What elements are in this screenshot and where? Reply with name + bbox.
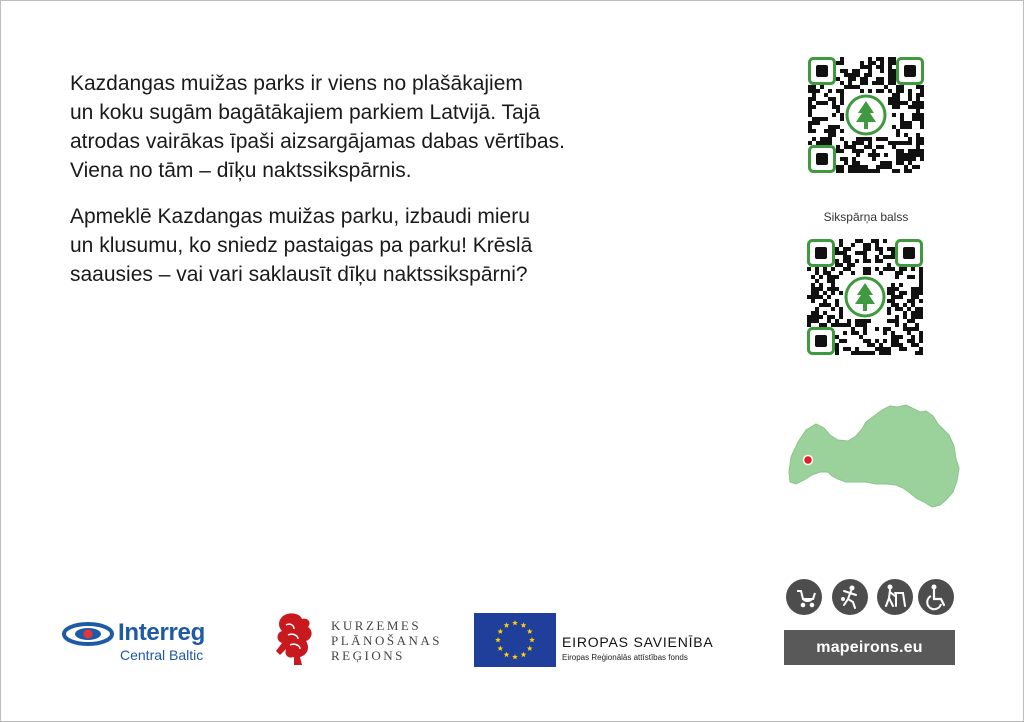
child-play-icon (832, 579, 868, 615)
wheelchair-icon (918, 579, 954, 615)
tree-icon (847, 96, 885, 134)
qr-finder-mark (897, 241, 922, 266)
kurzeme-line-3: REĢIONS (331, 648, 405, 663)
stroller-icon (786, 579, 822, 615)
eu-name: EIROPAS SAVIENĪBA (562, 634, 714, 650)
qr-finder-mark (810, 147, 835, 172)
eu-fund-name: Eiropas Reģionālās attīstības fonds (562, 653, 688, 662)
interreg-name: Interreg (118, 619, 205, 646)
eu-flag (474, 613, 556, 667)
latvia-map (786, 402, 962, 508)
qr-code-park[interactable] (808, 57, 924, 173)
interreg-subtitle: Central Baltic (120, 647, 204, 663)
location-marker (804, 456, 813, 465)
latvia-shape (789, 405, 959, 507)
qr-code-bat-voice[interactable] (807, 239, 923, 355)
intro-paragraph: Kazdangas muižas parks ir viens no plašākajiem un koku sugām bagātākajiem parkiem Latvijā. Tajā atrodas vairākas īpaši aizsargājamas dabas vērtības. Viena no tām – dīķu naktssikspārnis. (70, 72, 565, 182)
qr-finder-mark (809, 329, 834, 354)
qr-finder-mark (898, 59, 923, 84)
website-link[interactable]: mapeirons.eu (784, 630, 955, 665)
qr-finder-mark (809, 241, 834, 266)
kurzeme-lion-icon (272, 611, 320, 667)
qr-caption: Sikspārņa balss (823, 210, 909, 224)
elderly-walker-icon (877, 579, 913, 615)
kurzeme-line-1: KURZEMES (331, 618, 422, 633)
kurzeme-line-2: PLĀNOŠANAS (331, 633, 442, 648)
invitation-paragraph: Apmeklē Kazdangas muižas parku, izbaudi mieru un klusumu, ko sniedz pastaigas pa parku! Krēslā saausies – vai vari saklausīt dīķu naktssikspārni? (70, 205, 533, 286)
tree-icon (846, 278, 884, 316)
qr-finder-mark (810, 59, 835, 84)
